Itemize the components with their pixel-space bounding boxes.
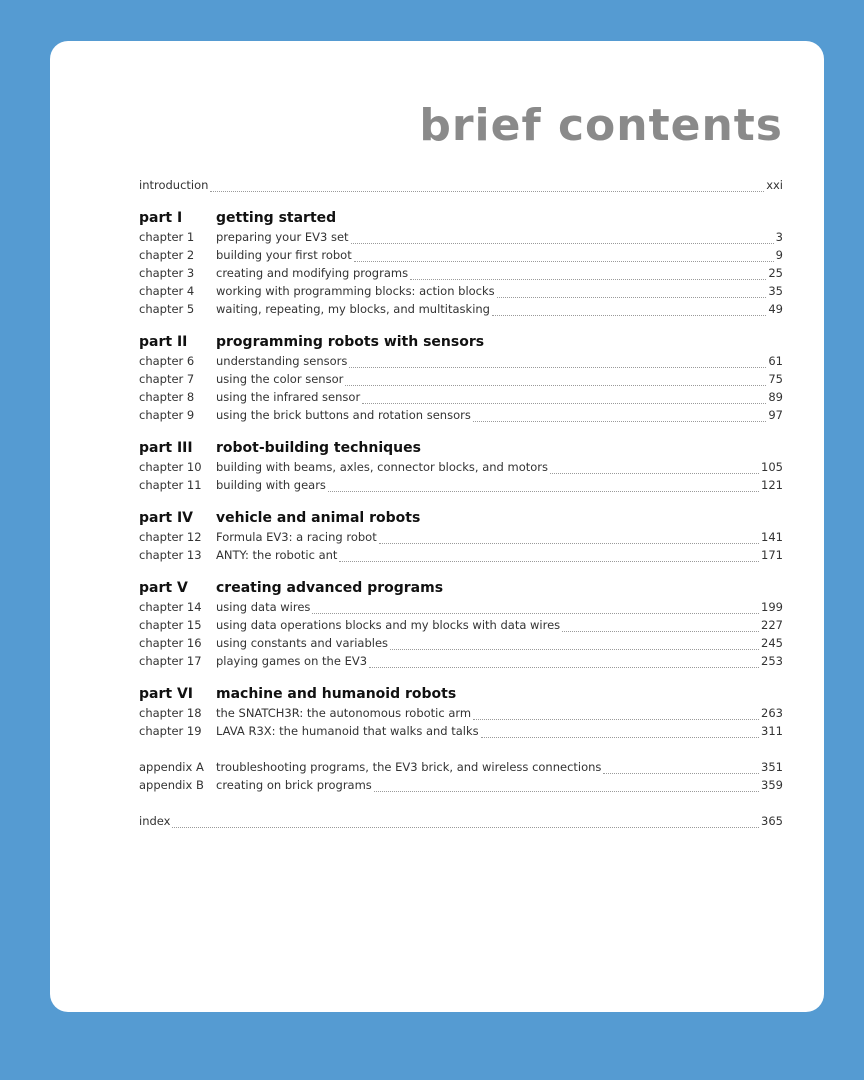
chapter-row[interactable] bbox=[139, 302, 783, 320]
part-label: part III bbox=[139, 440, 193, 456]
page-number: 75 bbox=[768, 372, 783, 386]
spacer bbox=[139, 796, 783, 814]
dot-leader bbox=[349, 367, 766, 368]
page-number: 263 bbox=[761, 706, 783, 720]
entry-title: using constants and variables bbox=[216, 636, 389, 650]
spacer bbox=[139, 496, 783, 510]
part-title: programming robots with sensors bbox=[216, 334, 485, 350]
page-number: 25 bbox=[768, 266, 783, 280]
part-title: robot-building techniques bbox=[216, 440, 421, 456]
page-number: 97 bbox=[768, 408, 783, 422]
entry-label: chapter 18 bbox=[139, 706, 202, 720]
page-number: 3 bbox=[775, 230, 783, 244]
dot-leader bbox=[473, 719, 759, 720]
entry-title: troubleshooting programs, the EV3 brick, and wireless connections bbox=[216, 760, 602, 774]
chapter-row[interactable] bbox=[139, 408, 783, 426]
dot-leader bbox=[410, 279, 766, 280]
page-number: 227 bbox=[761, 618, 783, 632]
page-number: 121 bbox=[761, 478, 783, 492]
chapter-row[interactable] bbox=[139, 230, 783, 248]
spacer bbox=[139, 426, 783, 440]
page-number: 359 bbox=[761, 778, 783, 792]
part-title: vehicle and animal robots bbox=[216, 510, 421, 526]
entry-label: chapter 6 bbox=[139, 354, 195, 368]
entry-label: chapter 8 bbox=[139, 390, 195, 404]
part-title: getting started bbox=[216, 210, 337, 226]
entry-title: using data wires bbox=[216, 600, 311, 614]
dot-leader bbox=[374, 791, 759, 792]
chapter-row[interactable] bbox=[139, 284, 783, 302]
dot-leader bbox=[473, 421, 767, 422]
entry-title: creating on brick programs bbox=[216, 778, 372, 792]
entry-title: Formula EV3: a racing robot bbox=[216, 530, 377, 544]
chapter-row[interactable] bbox=[139, 618, 783, 636]
dot-leader bbox=[339, 561, 759, 562]
page-number: 9 bbox=[775, 248, 783, 262]
part-label: part IV bbox=[139, 510, 193, 526]
toc-index[interactable] bbox=[139, 814, 783, 832]
entry-title: the SNATCH3R: the autonomous robotic arm bbox=[216, 706, 472, 720]
page-number: 35 bbox=[768, 284, 783, 298]
part-label: part VI bbox=[139, 686, 193, 702]
page-number: 311 bbox=[761, 724, 783, 738]
entry-title: waiting, repeating, my blocks, and multitasking bbox=[216, 302, 490, 316]
entry-label: chapter 7 bbox=[139, 372, 195, 386]
entry-title: building with gears bbox=[216, 478, 326, 492]
dot-leader bbox=[362, 403, 766, 404]
dot-leader bbox=[369, 667, 759, 668]
entry-label: chapter 11 bbox=[139, 478, 202, 492]
chapter-row[interactable] bbox=[139, 654, 783, 672]
dot-leader bbox=[210, 191, 764, 192]
dot-leader bbox=[354, 261, 774, 262]
part-heading[interactable] bbox=[139, 334, 783, 354]
page-number: 253 bbox=[761, 654, 783, 668]
chapter-row[interactable] bbox=[139, 478, 783, 496]
page-number: 49 bbox=[768, 302, 783, 316]
entry-title: LAVA R3X: the humanoid that walks and talks bbox=[216, 724, 479, 738]
spacer bbox=[139, 566, 783, 580]
part-heading[interactable] bbox=[139, 686, 783, 706]
entry-label: chapter 1 bbox=[139, 230, 195, 244]
entry-label: chapter 16 bbox=[139, 636, 202, 650]
chapter-row[interactable] bbox=[139, 372, 783, 390]
entry-title: building your first robot bbox=[216, 248, 352, 262]
part-label: part V bbox=[139, 580, 188, 596]
entry-title: using data operations blocks and my blocks with data wires bbox=[216, 618, 561, 632]
part-title: creating advanced programs bbox=[216, 580, 444, 596]
entry-label: chapter 12 bbox=[139, 530, 202, 544]
page-number: 171 bbox=[761, 548, 783, 562]
entry-title: using the infrared sensor bbox=[216, 390, 361, 404]
part-label: part II bbox=[139, 334, 188, 350]
chapter-row[interactable] bbox=[139, 724, 783, 742]
dot-leader bbox=[603, 773, 759, 774]
page-number: 245 bbox=[761, 636, 783, 650]
entry-label: appendix A bbox=[139, 760, 204, 774]
appendix-row[interactable] bbox=[139, 760, 783, 778]
entry-title: ANTY: the robotic ant bbox=[216, 548, 338, 562]
entry-label: chapter 5 bbox=[139, 302, 195, 316]
page-number: 141 bbox=[761, 530, 783, 544]
dot-leader bbox=[390, 649, 759, 650]
chapter-row[interactable] bbox=[139, 248, 783, 266]
spacer bbox=[139, 742, 783, 760]
dot-leader bbox=[497, 297, 767, 298]
spacer bbox=[139, 320, 783, 334]
dot-leader bbox=[550, 473, 759, 474]
dot-leader bbox=[562, 631, 759, 632]
entry-label: appendix B bbox=[139, 778, 204, 792]
dot-leader bbox=[345, 385, 766, 386]
dot-leader bbox=[481, 737, 759, 738]
entry-label: chapter 4 bbox=[139, 284, 195, 298]
page-number: xxi bbox=[766, 178, 783, 192]
entry-title: introduction bbox=[139, 178, 209, 192]
entry-label: chapter 19 bbox=[139, 724, 202, 738]
entry-title: playing games on the EV3 bbox=[216, 654, 368, 668]
dot-leader bbox=[172, 827, 759, 828]
entry-title: working with programming blocks: action blocks bbox=[216, 284, 495, 298]
chapter-row[interactable] bbox=[139, 636, 783, 654]
entry-label: chapter 17 bbox=[139, 654, 202, 668]
entry-label: chapter 2 bbox=[139, 248, 195, 262]
dot-leader bbox=[312, 613, 759, 614]
part-label: part I bbox=[139, 210, 183, 226]
entry-label: chapter 9 bbox=[139, 408, 195, 422]
chapter-row[interactable] bbox=[139, 548, 783, 566]
part-heading[interactable] bbox=[139, 210, 783, 230]
page-number: 89 bbox=[768, 390, 783, 404]
entry-label: chapter 10 bbox=[139, 460, 202, 474]
page-number: 365 bbox=[761, 814, 783, 828]
entry-title: index bbox=[139, 814, 171, 828]
appendix-row[interactable] bbox=[139, 778, 783, 796]
dot-leader bbox=[328, 491, 759, 492]
spacer bbox=[139, 196, 783, 210]
spacer bbox=[139, 672, 783, 686]
toc-introduction[interactable] bbox=[139, 178, 783, 196]
page-number: 105 bbox=[761, 460, 783, 474]
entry-label: chapter 13 bbox=[139, 548, 202, 562]
chapter-row[interactable] bbox=[139, 530, 783, 548]
entry-label: chapter 3 bbox=[139, 266, 195, 280]
entry-title: using the color sensor bbox=[216, 372, 344, 386]
chapter-row[interactable] bbox=[139, 390, 783, 408]
chapter-row[interactable] bbox=[139, 460, 783, 478]
dot-leader bbox=[492, 315, 766, 316]
chapter-row[interactable] bbox=[139, 600, 783, 618]
entry-title: creating and modifying programs bbox=[216, 266, 409, 280]
entry-label: chapter 15 bbox=[139, 618, 202, 632]
part-heading[interactable] bbox=[139, 440, 783, 460]
chapter-row[interactable] bbox=[139, 266, 783, 284]
part-heading[interactable] bbox=[139, 510, 783, 530]
entry-title: preparing your EV3 set bbox=[216, 230, 349, 244]
dot-leader bbox=[379, 543, 759, 544]
chapter-row[interactable] bbox=[139, 706, 783, 724]
table-of-contents bbox=[139, 178, 783, 832]
dot-leader bbox=[351, 243, 774, 244]
part-title: machine and humanoid robots bbox=[216, 686, 457, 702]
page-number: 199 bbox=[761, 600, 783, 614]
chapter-row[interactable] bbox=[139, 354, 783, 372]
part-heading[interactable] bbox=[139, 580, 783, 600]
entry-label: chapter 14 bbox=[139, 600, 202, 614]
page-title: brief contents bbox=[419, 100, 783, 151]
entry-title: understanding sensors bbox=[216, 354, 348, 368]
entry-title: using the brick buttons and rotation sensors bbox=[216, 408, 471, 422]
page-number: 351 bbox=[761, 760, 783, 774]
page-number: 61 bbox=[768, 354, 783, 368]
entry-title: building with beams, axles, connector blocks, and motors bbox=[216, 460, 548, 474]
